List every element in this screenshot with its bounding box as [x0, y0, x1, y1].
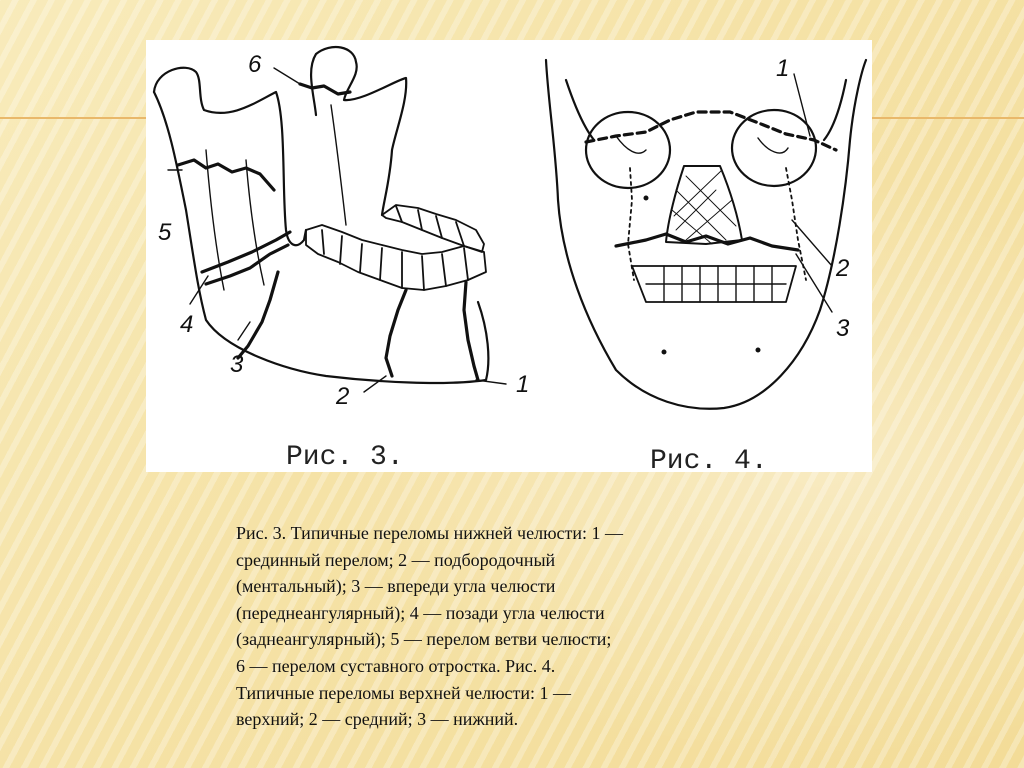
label-1-left: 1: [516, 371, 530, 398]
figure-caption-4: Рис. 4.: [650, 446, 768, 472]
accent-rule-left: [0, 117, 146, 119]
label-2-right: 2: [836, 255, 850, 282]
mandible-drawing: [154, 47, 506, 392]
caption-line: (переднеангулярный); 4 — позади угла челюсти: [236, 602, 605, 623]
skull-drawing: [546, 60, 866, 409]
figure-image: [146, 40, 872, 472]
label-4-left: 4: [180, 311, 194, 338]
figure-drawing: [146, 40, 872, 472]
label-3-right: 3: [836, 315, 850, 342]
caption-line: 6 — перелом суставного отростка. Рис. 4.: [236, 655, 556, 676]
label-6-left: 6: [248, 51, 262, 78]
caption-line: Типичные переломы верхней челюсти: 1 —: [236, 682, 572, 703]
caption-line: Рис. 3. Типичные переломы нижней челюсти: 1 —: [236, 523, 623, 543]
caption-line: (заднеангулярный); 5 — перелом ветви челюсти;: [236, 629, 612, 650]
accent-rule-right: [872, 117, 1024, 119]
label-2-left: 2: [336, 383, 350, 410]
label-3-left: 3: [230, 351, 244, 378]
caption-line: верхний; 2 — средний; 3 — нижний.: [236, 709, 519, 730]
caption-line: срединный перелом; 2 — подбородочный: [236, 549, 556, 570]
figure-caption-text: [236, 520, 736, 733]
label-5-left: 5: [158, 219, 172, 246]
label-1-right: 1: [776, 55, 790, 82]
caption-line: (ментальный); 3 — впереди угла челюсти: [236, 576, 556, 597]
figure-caption-3: Рис. 3.: [286, 442, 404, 472]
